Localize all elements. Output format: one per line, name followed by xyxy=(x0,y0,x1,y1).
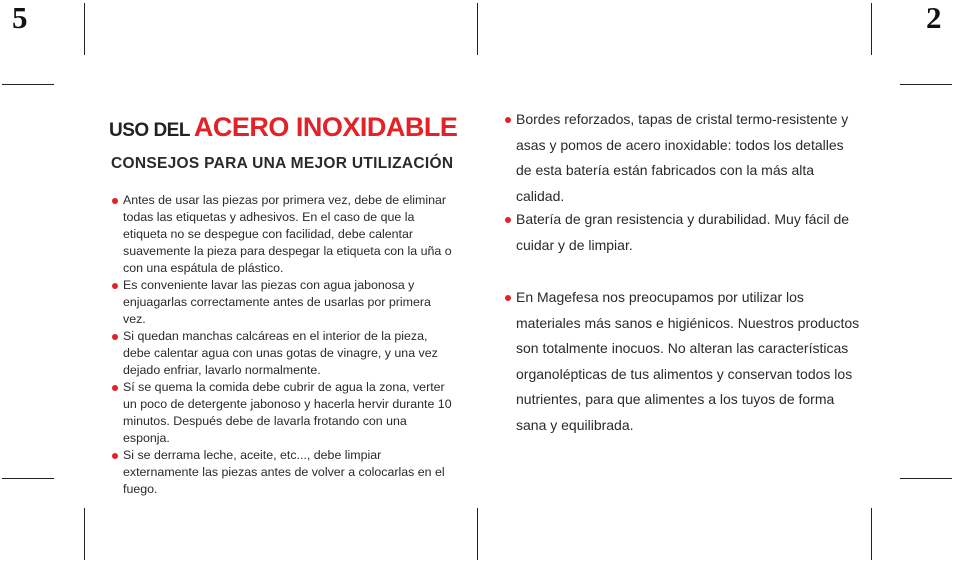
list-item xyxy=(110,328,455,379)
crop-mark xyxy=(871,508,872,560)
page-number-left: 5 xyxy=(12,0,28,35)
bullet-icon xyxy=(112,198,118,204)
list-item-text: Es conveniente lavar las piezas con agua jabonosa y enjuagarlas correctamente antes de usarlas por primera vez. xyxy=(123,278,431,326)
bullet-icon xyxy=(505,117,511,123)
bullet-icon xyxy=(505,217,511,223)
list-item xyxy=(110,192,455,277)
bullet-icon xyxy=(112,385,118,391)
bullet-icon xyxy=(112,283,118,289)
list-item xyxy=(110,379,455,447)
list-item-text: Batería de gran resistencia y durabilidad. Muy fácil de cuidar y de limpiar. xyxy=(516,211,850,253)
crop-mark xyxy=(900,478,952,479)
crop-mark xyxy=(477,508,478,560)
list-item-text: Bordes reforzados, tapas de cristal termo-resistente y asas y pomos de acero inoxidable: todos los detalles de esta batería están fabricados con la más alta calidad. xyxy=(516,111,849,204)
list-item-text: Antes de usar las piezas por primera vez, debe de eliminar todas las etiquetas y adhesivos. En el caso de que la etiqueta no se despegue con facilidad, debe calentar suavemente la pieza para despegar la etiqueta con la uña o con una espátula de plástico. xyxy=(123,193,452,275)
title-prefix: USO DEL xyxy=(109,120,190,141)
list-item-text: Si quedan manchas calcáreas en el interior de la pieza, debe calentar agua con unas gotas de vinagre, y una vez dejado enfriar, lavarlo normalmente. xyxy=(123,329,438,377)
list-item xyxy=(505,285,861,438)
page-number-right: 2 xyxy=(926,0,942,35)
list-item-text: Si se derrama leche, aceite, etc..., debe limpiar externamente las piezas antes de volver a colocarlas en el fuego. xyxy=(123,448,445,496)
page-subtitle: CONSEJOS PARA UNA MEJOR UTILIZACIÓN xyxy=(111,155,454,172)
list-item xyxy=(505,107,861,209)
crop-mark xyxy=(2,478,54,479)
crop-mark xyxy=(2,84,54,85)
crop-mark xyxy=(84,508,85,560)
list-item xyxy=(505,207,861,258)
list-item-text: En Magefesa nos preocupamos por utilizar los materiales más sanos e higiénicos. Nuestros productos son totalmente inocuos. No alteran las características organolépticas de tus alimentos y conservan todos los nutrientes, para que alimentes a los tuyos de forma sana y equilibrada. xyxy=(516,289,860,433)
crop-mark xyxy=(84,3,85,55)
list-item xyxy=(110,277,455,328)
list-item xyxy=(110,447,455,498)
list-item-text: Sí se quema la comida debe cubrir de agua la zona, verter un poco de detergente jabonoso y hacerla hervir durante 10 minutos. Después debe de lavarla frotando con una esponja. xyxy=(123,380,452,445)
bullet-icon xyxy=(112,334,118,340)
title-highlight: ACERO INOXIDABLE xyxy=(193,112,458,142)
crop-mark xyxy=(900,84,952,85)
bullet-icon xyxy=(505,295,511,301)
crop-mark xyxy=(871,3,872,55)
tips-list xyxy=(110,192,455,498)
page-title xyxy=(109,112,457,143)
crop-mark xyxy=(477,3,478,55)
bullet-icon xyxy=(112,453,118,459)
